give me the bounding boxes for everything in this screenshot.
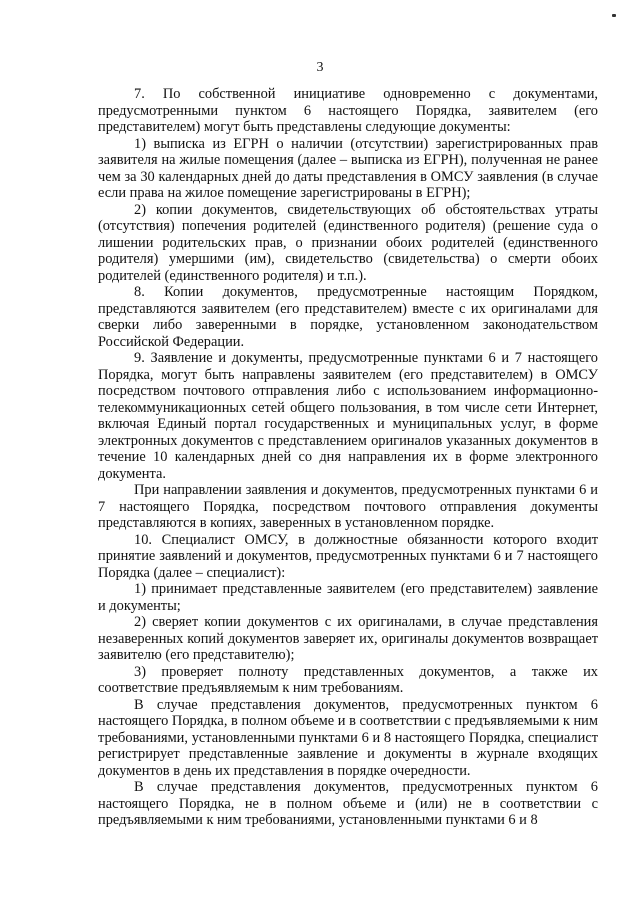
paragraph-10-item-1: 1) принимает представленные заявителем (его представителем) заявление и документы; <box>98 581 598 614</box>
document-body <box>98 86 598 829</box>
paragraph-incomplete-case: В случае представления документов, предусмотренных пунктом 6 настоящего Порядка, не в полном объеме и (или) не в соответствии с предъявляемыми к ним требованиями, установленными пунктами 6 и 8 <box>98 779 598 828</box>
paragraph-7-item-2: 2) копии документов, свидетельствующих об обстоятельствах утраты (отсутствия) попечения родителей (единственного родителя) (решение суда о лишении родительских прав, о признании обоих родителей (единственного родителя) умершими (им), свидетельство (свидетельства) о смерти обоих родителей (единственного родителя) и т.п.). <box>98 201 598 284</box>
paragraph-8: 8. Копии документов, предусмотренные настоящим Порядком, представляются заявителем (его представителем) вместе с их оригиналами для сверки либо заверенными в порядке, установленном законодательством Российской Федерации. <box>98 284 598 350</box>
paragraph-9-continued: При направлении заявления и документов, предусмотренных пунктами 6 и 7 настоящего Порядка, посредством почтового отправления документы представляются в копиях, заверенных в установленном порядке. <box>98 482 598 531</box>
paragraph-10: 10. Специалист ОМСУ, в должностные обязанности которого входит принятие заявлений и документов, предусмотренных пунктами 6 и 7 настоящего Порядка (далее – специалист): <box>98 531 598 581</box>
paragraph-10-item-2: 2) сверяет копии документов с их оригиналами, в случае представления незаверенных копий документов заверяет их, оригиналы документов возвращает заявителю (его представителю); <box>98 614 598 663</box>
paragraph-7-item-1: 1) выписка из ЕГРН о наличии (отсутствии) зарегистрированных прав заявителя на жилые помещения (далее – выписка из ЕГРН), полученная не ранее чем за 30 календарных дней до даты представления в ОМСУ заявления (в случае если права на жилое помещение зарегистрированы в ЕГРН); <box>98 135 598 201</box>
paragraph-7: 7. По собственной инициативе одновременно с документами, предусмотренными пунктом 6 настоящего Порядка, заявителем (его представителем) могут быть представлены следующие документы: <box>98 86 598 135</box>
paragraph-10-item-3: 3) проверяет полноту представленных документов, а также их соответствие предъявляемым к ним требованиям. <box>98 663 598 696</box>
paragraph-complete-case: В случае представления документов, предусмотренных пунктом 6 настоящего Порядка, в полном объеме и в соответствии с предъявляемыми к ним требованиями, установленными пунктами 6 и 8 настоящего Порядка, специалист регистрирует представленные заявление и документы в журнале входящих документов в день их представления в порядке очередности. <box>98 696 598 779</box>
scan-speck <box>612 14 616 17</box>
paragraph-9: 9. Заявление и документы, предусмотренные пунктами 6 и 7 настоящего Порядка, могут быть направлены заявителем (его представителем) в ОМСУ посредством почтового отправления либо с использованием информационно-телекоммуникационных сетей общего пользования, в том числе сети Интернет, включая Единый портал государственных и муниципальных услуг, в форме электронных документов с представлением оригиналов указанных документов в течение 10 календарных дней со дня направления их в форме электронного документа. <box>98 350 598 482</box>
page-number: 3 <box>316 60 324 75</box>
